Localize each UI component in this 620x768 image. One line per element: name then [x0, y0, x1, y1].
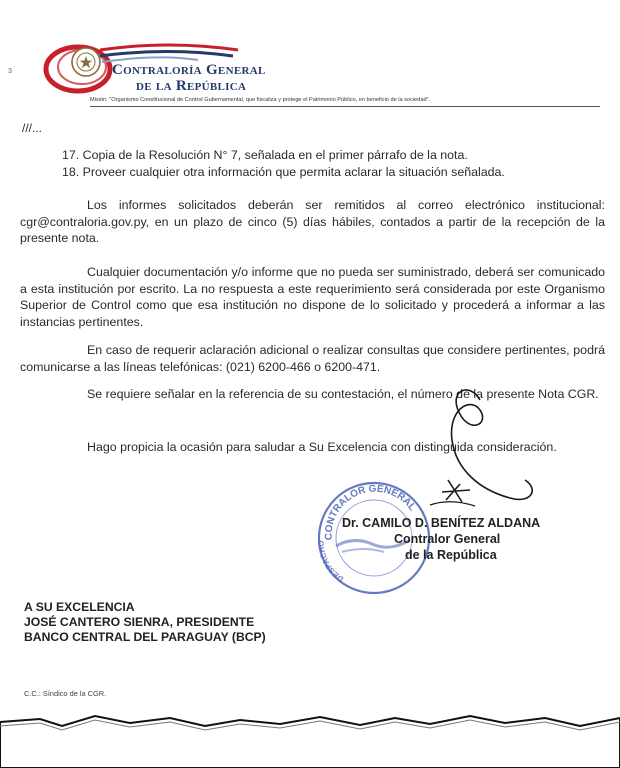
signatory-title-2: de la República [405, 548, 497, 562]
paragraph-documentation-notice: Cualquier documentación y/o informe que no pueda ser suministrado, deberá ser comunicado a esta institución por escrito. La no respuesta a este requerimiento será considerada por este Organismo Superior de Control como que esa institución no dispone de lo solicitado y procederá a informar a las instancias pertinentes. [20, 265, 605, 329]
paragraph-contact-phones: En caso de requerir aclaración adicional o realizar consultas que considere pertinentes, podrá comunicarse a las líneas telefónicas: (021) 6200-466 o 6200-471. [20, 343, 605, 374]
list-item: 18. Proveer cualquier otra información que permita aclarar la situación señalada. [62, 165, 505, 179]
stamp-side-text: DESPACHO [316, 540, 346, 584]
torn-paper-edge [0, 700, 620, 768]
request-list [62, 147, 505, 181]
stamp-text: CONTRALOR GENERAL [323, 483, 418, 541]
addressee-block [24, 600, 266, 645]
page-side-mark: 3 [8, 68, 12, 75]
header-divider [90, 106, 600, 107]
list-item: 17. Copia de la Resolución N° 7, señalada en el primer párrafo de la nota. [62, 148, 468, 162]
org-name-line-1: Contraloría General [112, 62, 266, 78]
signatory-block [310, 515, 570, 563]
mission-statement: Misión: "Organismo Constitucional de Control Gubernamental, que fiscaliza y protege el Patrimonio Público, en beneficio de la sociedad". [90, 97, 431, 103]
organization-name [112, 62, 266, 94]
continuation-marker: ///... [22, 121, 43, 135]
signatory-name: Dr. CAMILO D. BENÍTEZ ALDANA [342, 516, 541, 530]
paragraph-email-instructions: Los informes solicitados deberán ser remitidos al correo electrónico institucional: cgr@contraloria.gov.py, en un plazo de cinco (5) días hábiles, contados a partir de la recepción de la presente nota. [20, 198, 605, 246]
paragraph-closing-salutation: Hago propicia la ocasión para saludar a Su Excelencia con distinguida consideración. [87, 440, 557, 454]
addressee-line: JOSÉ CANTERO SIENRA, PRESIDENTE [24, 615, 255, 629]
addressee-line: BANCO CENTRAL DEL PARAGUAY (BCP) [24, 630, 266, 644]
paragraph-reference-request: Se requiere señalar en la referencia de su contestación, el número de la presente Nota CGR. [87, 387, 599, 401]
addressee-line: A SU EXCELENCIA [24, 600, 135, 614]
signatory-title: Contralor General [394, 532, 501, 546]
carbon-copy-note: C.C.: Síndico de la CGR. [24, 689, 107, 698]
org-name-line-2: de la República [136, 78, 247, 94]
